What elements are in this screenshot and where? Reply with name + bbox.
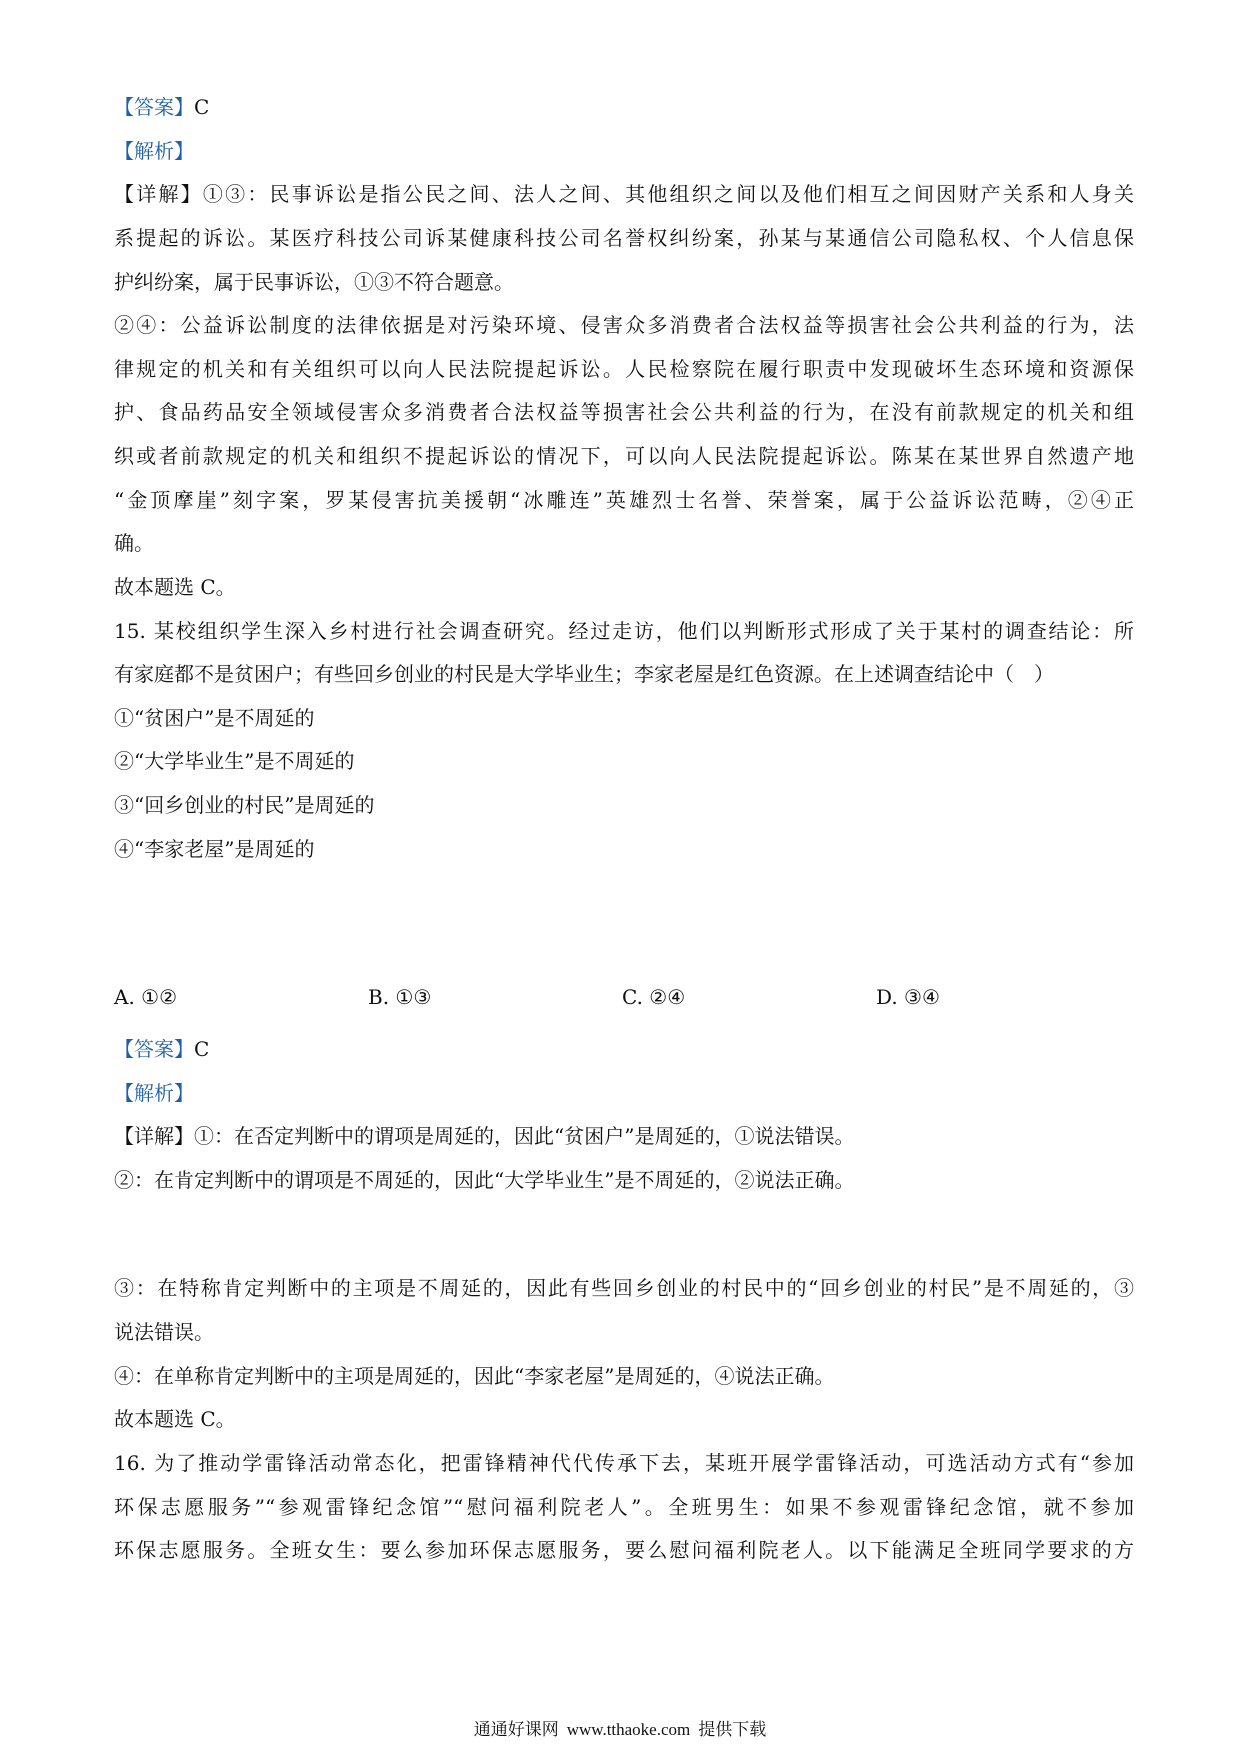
detail-line	[114, 180, 1134, 208]
question-stem: 15. 某校组织学生深入乡村进行社会调查研究。经过走访，他们以判断形式形成了关于某村的调查结论：所	[114, 619, 1134, 643]
answer-line	[114, 93, 1134, 121]
answer-value: C	[194, 95, 210, 119]
answer-tag: 【答案】	[114, 1037, 194, 1061]
question-stem: 有家庭都不是贫困户；有些回乡创业的村民是大学毕业生；李家老屋是红色资源。在上述调查结论中（ ）	[114, 662, 1054, 686]
conclusion-line: 故本题选 C。	[114, 1407, 236, 1431]
statement-item: ①“贫困户”是不周延的	[114, 706, 315, 730]
question-stem: 环保志愿服务”“参观雷锋纪念馆”“慰问福利院老人”。全班男生：如果不参观雷锋纪念馆，就不参加	[114, 1495, 1134, 1519]
option-a: A. ①②	[114, 985, 178, 1009]
paragraph-line: 系提起的诉讼。某医疗科技公司诉某健康科技公司名誉权纠纷案，孙某与某通信公司隐私权、个人信息保	[114, 226, 1134, 250]
footer-brand: 通通好课网	[473, 1720, 559, 1740]
paragraph-line: ③：在特称肯定判断中的主项是不周延的，因此有些回乡创业的村民中的“回乡创业的村民”是不周延的，③	[114, 1276, 1134, 1300]
analysis-line	[114, 137, 1134, 165]
detail-tag: 【详解】	[114, 182, 203, 206]
detail-line	[114, 1122, 1134, 1150]
paragraph-line: 说法错误。	[114, 1320, 214, 1344]
analysis-tag: 【解析】	[114, 139, 194, 163]
paragraph-line: 织或者前款规定的机关和组织不提起诉讼的情况下，可以向人民法院提起诉讼。陈某在某世界自然遗产地	[114, 444, 1134, 468]
page-footer	[0, 1718, 1240, 1742]
answer-tag: 【答案】	[114, 95, 194, 119]
footer-note: 提供下载	[698, 1720, 767, 1740]
paragraph-line: 护纠纷案，属于民事诉讼，①③不符合题意。	[114, 270, 514, 294]
detail-tag: 【详解】	[114, 1124, 194, 1148]
analysis-tag: 【解析】	[114, 1081, 194, 1105]
paragraph-text: ①：在否定判断中的谓项是周延的，因此“贫困户”是周延的，①说法错误。	[194, 1124, 855, 1148]
paragraph-line: 确。	[114, 531, 154, 555]
answer-value: C	[194, 1037, 210, 1061]
conclusion-line: 故本题选 C。	[114, 575, 236, 599]
option-d: D. ③④	[876, 985, 940, 1009]
question-stem: 环保志愿服务。全班女生：要么参加环保志愿服务，要么慰问福利院老人。以下能满足全班同学要求的方	[114, 1538, 1134, 1562]
footer-website: www.tthaoke.com	[566, 1720, 691, 1739]
statement-item: ③“回乡创业的村民”是周延的	[114, 793, 375, 817]
answer-line	[114, 1035, 1134, 1063]
paragraph-line: 律规定的机关和有关组织可以向人民法院提起诉讼。人民检察院在履行职责中发现破坏生态环境和资源保	[114, 357, 1134, 381]
option-b: B. ①③	[368, 985, 432, 1009]
paragraph-line: ④：在单称肯定判断中的主项是周延的，因此“李家老屋”是周延的，④说法正确。	[114, 1364, 835, 1388]
option-c: C. ②④	[622, 985, 686, 1009]
question-stem: 16. 为了推动学雷锋活动常态化，把雷锋精神代代传承下去，某班开展学雷锋活动，可选活动方式有“参加	[114, 1451, 1134, 1475]
paragraph-line: “金顶摩崖”刻字案，罗某侵害抗美援朝“冰雕连”英雄烈士名誉、荣誉案，属于公益诉讼范畴，②④正	[114, 488, 1134, 512]
paragraph-text: ①③：民事诉讼是指公民之间、法人之间、其他组织之间以及他们相互之间因财产关系和人身关	[202, 182, 1135, 206]
paragraph-line: 护、食品药品安全领域侵害众多消费者合法权益等损害社会公共利益的行为，在没有前款规定的机关和组	[114, 400, 1134, 424]
paragraph-line: ②：在肯定判断中的谓项是不周延的，因此“大学毕业生”是不周延的，②说法正确。	[114, 1168, 855, 1192]
statement-item: ②“大学毕业生”是不周延的	[114, 749, 355, 773]
analysis-line	[114, 1079, 1134, 1107]
paragraph-line: ②④：公益诉讼制度的法律依据是对污染环境、侵害众多消费者合法权益等损害社会公共利益的行为，法	[114, 313, 1134, 337]
statement-item: ④“李家老屋”是周延的	[114, 837, 315, 861]
